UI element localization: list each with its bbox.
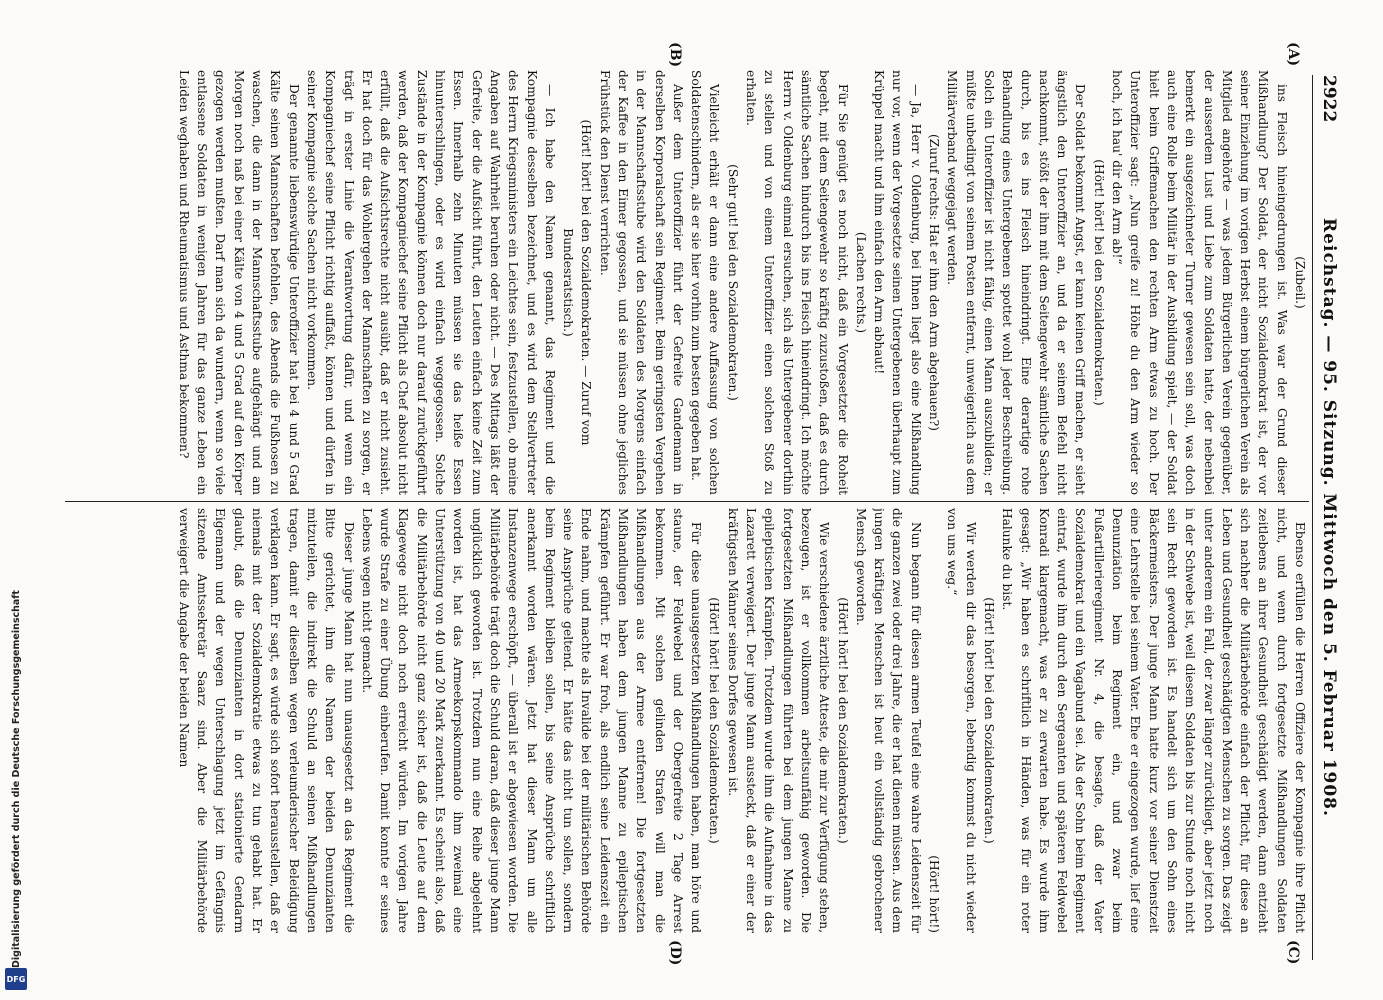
margin-letter-c: (C)	[1285, 940, 1301, 965]
paragraph: Dieser junge Mann hat nun unausgesetzt an das Regiment die Bitte gerichtet, ihm die Namen der beiden Denunzianten mitzuteilen, die indirekt die Schuld an seinen Mißhandlungen tragen, damit er dieselben wegen verleumderischer Beleidigung verklagen kann. Er sagt, es würde sich sofort herausstellen, daß er niemals mit der Sozialdemokratie etwas zu tun gehabt hat. Er glaubt, daß die Denunzianten in dort stationierte Gendarm Eigemann und der wegen Unterschlagung jetzt im Gefängnis sitzende Amtssekretär Saarz sind. Aber die Militärbehörde verweigert die Angabe der beiden Namen	[176, 508, 356, 933]
margin-letter-d: (D)	[667, 940, 683, 966]
paragraph: Für Sie genügt es noch nicht, daß ein Vorgesetzter die Roheit begeht, mit dem Seitengewehr so kräftig zuzustoßen, daß es durch sämtliche Sachen hindurch bis ins Fleisch hineindringt. Ich möchte Herrn v. Oldenburg einmal ersuchen, sich als Untergebener dorthin zu stellen und von einem Unteroffizier einen solchen Stoß zu erhalten.	[744, 70, 850, 495]
margin-letter-b: (B)	[667, 42, 683, 68]
dfg-logo: DFG	[5, 968, 27, 990]
paragraph: (Hört! hört! bei den Sozialdemokraten.)	[981, 597, 996, 844]
paragraph: (Hört! hört! bei den Sozialdemokraten. — Zuruf vom Bundesratstisch.)	[561, 119, 594, 446]
paragraph: Nun begann für diesen armen Teufel eine wahre Leidenszeit für die ganzen zwei oder drei Jahre, die er hat dienen müssen. Aus dem jungen kräftigen Menschen ist heut ein vollständig gebrochener Mensch geworden.	[853, 508, 923, 933]
margin-letter-a: (A)	[1285, 42, 1301, 67]
dfg-sidebar	[8, 0, 28, 1000]
paragraph: Wie verschiedene ärztliche Atteste, die mir zur Verfügung stehen, bezeugen, ist er vollkommen arbeitsunfähig geworden. Die fortgesetzten Mißhandlungen führten bei dem jungen Manne zu epileptischen Krämpfen. Trotzdem wurde ihm die Aufnahme in das Lazarett verweigert. Der junge Mann aussteckt, daß er einer der kräftigsten Männer seines Dorfes gewesen ist.	[725, 508, 832, 933]
paragraph: Wir werden dir das besorgen, lebendig kommst du nicht wieder von uns weg.“	[945, 508, 978, 933]
page-header	[1312, 75, 1345, 960]
paragraph: Der Soldat bekommt Angst, er kann keinen Griff machen, er sieht ängstlich den Unteroffizier an, und da er seinem Befehl nicht nachkommt, stößt der ihm mit dem Seitengewehr sämtliche Sachen durch, bis es ins Fleisch hineindringt. Eine derartige rohe Behandlung eines Untergebenen spottet wohl jeder Beschreibung. Solch ein Unteroffizier ist nicht fähig, einen Mann auszubilden; er müßte unbedingt von seinem Posten entfernt, unweigerlich aus dem Militärverband weggejagt werden.	[945, 70, 1088, 495]
column-divider	[65, 501, 1309, 502]
paragraph: (Hört! hört! bei den Sozialdemokraten.)	[835, 597, 850, 844]
funding-note: Digitalisierung gefördert durch die Deutsche Forschungsgemeinschaft	[11, 590, 22, 968]
paragraph: (Hört! hört! bei den Sozialdemokraten.)	[707, 597, 722, 844]
paragraph: Ebenso erfüllen die Herren Offiziere der Kompagnie ihre Pflicht nicht, und wenn durch fortgesetzte Mißhandlungen Soldaten zeitlebens an ihrer Gesundheit geschädigt werden, dann entzieht sich nachher die Militärbehörde einfach der Pflicht, für diese an Leben und Gesundheit geschädigten Menschen zu sorgen. Das zeigt unter anderem ein Fall, der zwar länger zurückliegt, aber jetzt noch in der Schwebe ist, weil diesem Soldaten bis zur Stunde noch nicht sein Recht geworden ist. Es handelt sich um den Sohn eines Bäckermeisters. Der junge Mann hatte kurz vor seiner Dienstzeit eine Lehrstelle bei seinem Vater. Ehe er eingezogen wurde, lief eine Denunziation beim Regiment ein, und zwar beim Fußartillerieregiment Nr. 4, die besagte, daß der Vater Sozialdemokrat und ein Vagabund sei. Als der Sohn beim Regiment eintraf, wurde ihm durch den Sergeanten und späteren Feldwebel Konradi klargemacht, was er zu erwarten habe. Es wurde ihm gesagt: „Wir haben es schriftlich in Händen, was für ein roter Halunke du bist.	[1000, 508, 1307, 933]
paragraph: (Hört! hört!)	[927, 855, 942, 933]
text-column-right	[60, 508, 1309, 933]
paragraph: Für diese unausgesetzten Mißhandlungen haben, man höre und staune, der Feldwebel und der Obergefreite 2 Tage Arrest bekommen. Mit solchen gelinden Strafen will man die Mißhandlungen aus der Armee entfernen! Die fortgesetzten Mißhandlungen haben dem jungen Manne zu epileptischen Krämpfen geführt. Er war froh, als endlich seine Leidenszeit ein Ende nahm, und machte als Invalide bei der militärischen Behörde seine Ansprüche geltend. Er hätte das nicht tun sollen, sondern beim Regiment bleiben sollen, bis seine Ansprüche schriftlich anerkannt worden wären. Jetzt hat dieser Mann um alle Instanzenwege erschöpft, — überall ist er abgewiesen worden. Die Militärbehörde trägt doch die Schuld daran, daß dieser junge Mann unglücklich geworden ist. Trotzdem nun eine Reihe abgelehnt worden ist, hat das Armeekorpskommando ihm zweimal eine Unterstützung von 40 und 20 Mark zuerkannt. Es scheint also, daß die Militärbehörde nicht ganz sicher ist, daß die Leute auf dem Klagewege nicht doch noch erreicht würden. Im vorigen Jahre wurde Strafe zu einer Übung einberufen. Damit konnte er seines Lebens wegen nicht gemacht.	[359, 508, 704, 933]
paragraph: (Hört! hört! bei den Sozialdemokraten.)	[1091, 159, 1106, 406]
paragraph: (Zubeil.)	[1293, 256, 1307, 309]
text-column-left	[60, 70, 1309, 495]
paragraph: — Ja, Herr v. Oldenburg, bei Ihnen liegt also eine Mißhandlung nur vor, wenn der Vorgesetzte seinen Untergebenen überhaupt zum Krüppel macht und ihm einfach den Arm abhaut!	[872, 70, 923, 495]
paragraph: Vielleicht erhält er dann eine andere Auffassung von solchen Soldatenschindern, als er sie hier vorhin zum besten gegeben hat.	[689, 70, 722, 495]
paragraph: Der genannte liebenswürdige Unteroffizier hat bei 4 und 5 Grad Kälte seinen Mannschaften befohlen, des Abends die Fußhosen zu waschen, die dann in der Mannschaftsstube aufgehängt und am Morgen noch naß bei einer Kälte von 4 und 5 Grad auf den Körper gezogen werden mußten. Darf man sich da wundern, wenn so viele entlassene Soldaten in wenigen Jahren für das ganze Leben ein Leiden weghaben und Rheumatismus und Asthma bekommen?	[176, 70, 301, 495]
paragraph: — Ich habe den Namen genannt, das Regiment und die Kompagnie desselben bezeichnet, und es wird dem Stellvertreter des Herrn Kriegsministers ein Leichtes sein, festzustellen, ob meine Angaben auf Wahrheit beruhen oder nicht. — Des Mittags läßt der Gefreite, der die Aufsicht führt, den Leuten einfach keine Zeit zum Essen. Innerhalb zehn Minuten müssen sie das heiße Essen hinunterschlingen, oder es wird einfach weggegossen. Solche Zustände in der Kompagnie können doch nur darauf zurückgeführt werden, daß der Kompagniechef seine Pflicht als Chef absolut nicht erfüllt, daß die Aufsichtsrechte nicht ausübt, daß er nicht zusieht. Er hat doch für das Wohlergehen der Mannschaften zu sorgen, er trägt in erster Linie die Verantwortung dafür, und wenn ein Kompagniechef seine Pflicht richtig auffaßt, können und dürfen in seiner Kompagnie solche Sachen nicht vorkommen.	[304, 70, 557, 495]
paragraph: Außer dem Unteroffizier führt der Gefreite Gandemann in derselben Korporalschaft sein Regiment. Beim geringsten Vergehen in der Mannschaftsstube wird den Soldaten des Morgens einfach der Kaffee in den Eimer gegossen, und sie müssen ohne jegliches Frühstück den Dienst verrichten.	[597, 70, 685, 495]
paragraph: (Sehr gut! bei den Sozialdemokraten.)	[725, 164, 740, 401]
paragraph: ins Fleisch hineingedrungen ist. Was war der Grund dieser Mißhandlung? Der Soldat, der nicht Sozialdemokrat ist, der vor seiner Einziehung im vorigen Herbst einem bürgerlichen Verein als Mitglied angehörte — was jedem Bürgerlichen Verein gegenüber, der ausserdem Lust und Liebe zum Soldaten hatte, der nebenbei bemerkt ein ausgezeichneter Turner gewesen sein soll, was doch auch eine Rolle beim Militär in der Ausbildung spielt, — der Soldat hielt beim Griffemachen den rechten Arm etwas zu hoch. Der Unteroffizier sagt: „Nun greife zu! Höhe du den Arm wieder so hoch, ich hau' dir den Arm ab!“	[1110, 70, 1289, 495]
page-number: 2922	[1319, 75, 1339, 123]
paragraph: (Zuruf rechts: Hat er ihm den Arm abgehauen?)	[927, 134, 942, 431]
header-title: Reichstag. — 95. Sitzung. Mittwoch den 5. Februar 1908.	[1319, 218, 1339, 817]
paragraph: (Lachen rechts.)	[853, 231, 868, 334]
